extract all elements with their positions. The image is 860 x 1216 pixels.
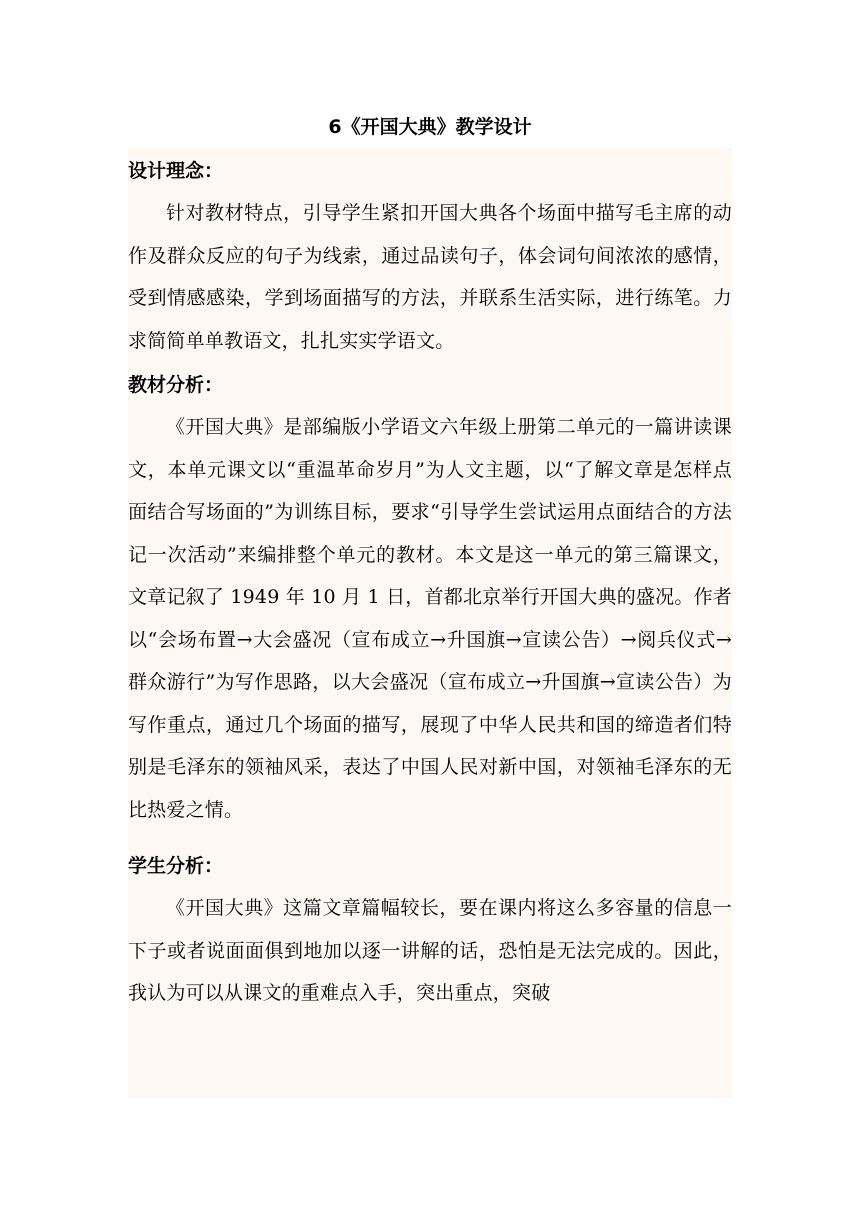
section-body-textbook-analysis: 《开国大典》是部编版小学语文六年级上册第二单元的一篇讲读课文，本单元课文以“重温革命岁月”为人文主题，以“了解文章是怎样点面结合写场面的”为训练目标，要求“引导学生尝试运用点面结合的方法记一次活动”来编排整个单元的教材。本文是这一单元的第三篇课文，文章记叙了 1949 年 10 月 1 日，首都北京举行开国大典的盛况。作者以“会场布置→大会盛况（宣布成立→升国旗→宣读公告）→阅兵仪式→群众游行”为写作思路，以大会盛况（宣布成立→升国旗→宣读公告）为写作重点，通过几个场面的描写，展现了中华人民共和国的缔造者们特别是毛泽东的领袖风采，表达了中国人民对新中国，对领袖毛泽东的无比热爱之情。	[128, 416, 732, 821]
page-title: 6《开国大典》教学设计	[328, 116, 532, 138]
document-body	[128, 148, 732, 1098]
section-body-design-concept: 针对教材特点，引导学生紧扣开国大典各个场面中描写毛主席的动作及群众反应的句子为线索，通过品读句子，体会词句间浓浓的感情，受到情感感染，学到场面描写的方法，并联系生活实际，进行练笔。力求简简单单教语文，扎扎实实学语文。	[128, 202, 732, 352]
section-heading-student-analysis: 学生分析：	[128, 855, 224, 877]
section-heading-design-concept: 设计理念：	[128, 160, 224, 182]
section-body-student-analysis: 《开国大典》这篇文章篇幅较长，要在课内将这么多容量的信息一下子或者说面面俱到地加以逐一讲解的话，恐怕是无法完成的。因此，我认为可以从课文的重难点入手，突出重点，突破	[128, 897, 732, 1004]
section-heading-textbook-analysis: 教材分析：	[128, 374, 224, 396]
